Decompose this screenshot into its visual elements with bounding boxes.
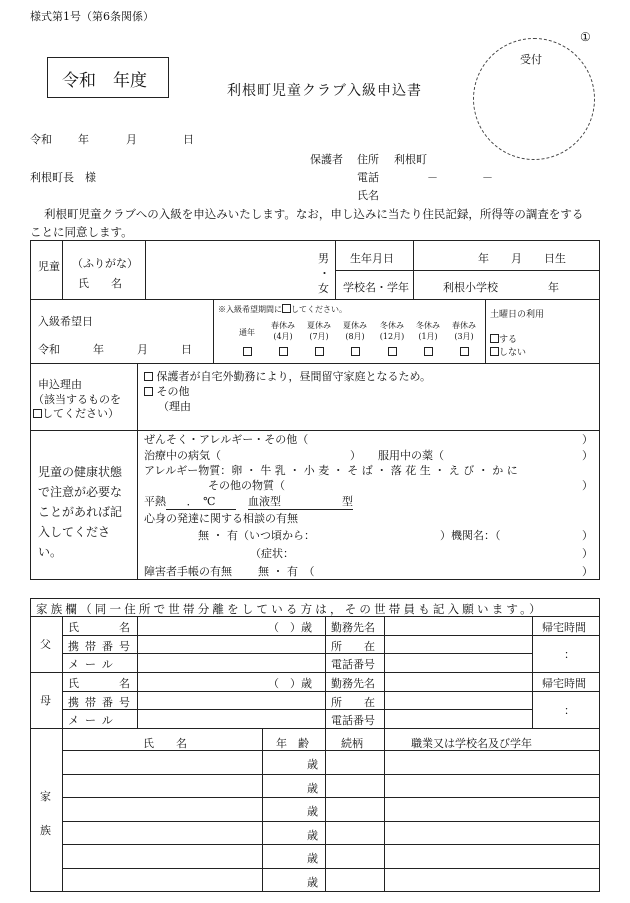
checkmark-box-icon	[282, 304, 291, 313]
reason-option-2[interactable]	[144, 383, 190, 399]
health-asthma: ぜんそく・アレルギー・その他（	[144, 433, 309, 446]
gender-male: 男	[318, 252, 329, 265]
year-box	[47, 57, 169, 98]
guardian-name-label: 氏名	[357, 189, 379, 202]
period-note-pre: ※入級希望期間に	[218, 305, 282, 314]
birth-label: 生年月日	[350, 252, 394, 265]
health-illness: 治療中の病気（	[144, 449, 221, 462]
health-label-line-4: い。	[38, 545, 63, 559]
saturday-yes-label: する	[499, 335, 518, 345]
health-medicine-close: ）	[582, 449, 593, 462]
period-col-label-1	[265, 320, 301, 342]
period-checkbox-1[interactable]	[279, 347, 288, 356]
period-col-line1-5: 冬休み	[416, 321, 440, 330]
health-asthma-close: ）	[582, 433, 593, 446]
col-age-header: 年 齢	[276, 737, 309, 750]
guardian-phone-dash: － －	[427, 171, 493, 184]
reason-option-2-label: その他	[156, 385, 190, 398]
member-age-unit-5: 歳	[307, 876, 318, 889]
period-col-line2-4: (12月)	[379, 332, 405, 341]
health-temp	[144, 493, 236, 510]
intro-line-2: ことに同意します。	[30, 225, 133, 239]
period-col-line2-3: (8月)	[345, 332, 365, 341]
guardian-phone-label: 電話	[357, 171, 379, 184]
health-allergy-other: その他の物質（	[208, 479, 285, 492]
parent-return-colon-father: ：	[564, 648, 575, 661]
member-name-field-3[interactable]	[64, 822, 260, 844]
circle-number: ①	[580, 30, 591, 44]
parent-mail-label-mother: メール	[68, 714, 119, 728]
period-checkbox-5[interactable]	[424, 347, 433, 356]
health-temp-label: 平熱	[144, 495, 166, 508]
health-blood-field[interactable]	[248, 493, 353, 510]
period-col-line2-2: (7月)	[309, 332, 329, 341]
period-col-label-5	[410, 320, 446, 342]
grade-label: 年	[548, 281, 559, 294]
member-name-field-4[interactable]	[64, 845, 260, 867]
page-title: 利根町児童クラブ入級申込書	[227, 83, 422, 99]
child-name-label: 氏 名	[78, 277, 122, 290]
health-handbook: 障害者手帳の有無	[144, 565, 232, 578]
health-agency-close: ）	[582, 529, 593, 542]
period-checkbox-0[interactable]	[243, 347, 252, 356]
saturday-yes-checkbox[interactable]	[490, 334, 499, 343]
member-name-field-1[interactable]	[64, 775, 260, 797]
family-members-label-1: 家	[40, 790, 51, 803]
parent-name-label-mother: 氏 名	[68, 677, 136, 690]
member-age-unit-0: 歳	[307, 758, 318, 771]
reception-stamp-area	[473, 38, 595, 160]
family-members-label-2: 族	[40, 824, 51, 837]
period-date: 令和 年 月 日	[38, 343, 192, 356]
health-blood-label: 血液型	[248, 495, 281, 508]
year-box-text: 令和 年度	[62, 71, 147, 91]
form-number: 様式第1号（第6条関係）	[30, 10, 154, 23]
guardian-label: 保護者	[310, 153, 343, 166]
date-day: 日	[183, 133, 194, 146]
parent-return-label-father: 帰宅時間	[542, 621, 586, 634]
parent-label-mother: 母	[40, 694, 51, 707]
period-col-label-4	[374, 320, 410, 342]
parent-mobile-label-mother: 携帯番号	[68, 695, 136, 709]
health-temp-unit[interactable]: ． ℃	[166, 493, 236, 510]
health-label-line-1: で注意が必要な	[38, 485, 123, 499]
intro-line-1: 利根町児童クラブへの入級を申込みいたします。なお，申し込みに当たり住民記録，所得等の調査をする	[44, 207, 584, 221]
period-col-label-3	[337, 320, 373, 342]
stamp-label: 受付	[520, 53, 542, 66]
period-col-line1-4: 冬休み	[380, 321, 404, 330]
period-note-post: してください。	[291, 305, 347, 314]
period-col-line2-1: (4月)	[273, 332, 293, 341]
period-col-label-2	[301, 320, 337, 342]
health-medicine: 服用中の薬（	[378, 449, 444, 462]
reason-option-1-label: 保護者が自宅外勤務により，昼間留守家庭となるため。	[156, 370, 432, 383]
gender-female: 女	[318, 282, 329, 295]
parent-work-label-mother: 勤務先名	[331, 677, 375, 690]
period-checkbox-6[interactable]	[460, 347, 469, 356]
parent-work-addr-label-father: 所 在	[331, 639, 375, 653]
health-handbook-options: 無 ・ 有 （	[258, 565, 315, 578]
member-age-unit-4: 歳	[307, 852, 318, 866]
parent-return-label-mother: 帰宅時間	[542, 677, 586, 690]
saturday-label: 土曜日の利用	[490, 310, 545, 320]
parent-name-field-father[interactable]	[140, 616, 260, 635]
health-illness-close: ）	[350, 449, 361, 462]
reason-instruction-2	[33, 405, 119, 421]
parent-age-father: （ ）歳	[268, 621, 312, 634]
period-col-line1-1: 春休み	[271, 321, 295, 330]
parent-label-father: 父	[40, 638, 51, 651]
health-symptom-close: ）	[582, 547, 593, 560]
parent-work-tel-label-mother: 電話番号	[331, 714, 375, 728]
member-age-unit-2: 歳	[307, 805, 318, 819]
health-allergy-other-close: ）	[582, 479, 593, 492]
reason-instruction-2-text: してください）	[42, 407, 119, 420]
checkmark-box-icon	[33, 409, 42, 418]
date-era: 令和	[30, 133, 52, 146]
health-blood	[248, 493, 353, 510]
parent-name-field-mother[interactable]	[140, 672, 260, 691]
health-label-line-2: ことがあれば記	[38, 505, 123, 519]
child-label: 児童	[38, 260, 60, 273]
school-value: 利根小学校	[443, 281, 498, 294]
addressee: 利根町長 様	[30, 171, 96, 184]
period-col-label-0	[229, 327, 265, 338]
parent-work-label-father: 勤務先名	[331, 621, 375, 634]
col-relation-header: 続柄	[341, 737, 363, 750]
member-name-field-0[interactable]	[64, 751, 260, 773]
parent-work-tel-label-father: 電話番号	[331, 658, 375, 672]
period-note	[218, 304, 347, 315]
col-name-header: 氏 名	[143, 737, 187, 750]
saturday-no-option[interactable]	[490, 345, 526, 358]
col-job-header: 職業又は学校名及び学年	[411, 737, 532, 750]
health-handbook-close: ）	[582, 565, 593, 578]
guardian-address-label: 住所	[357, 153, 379, 166]
health-symptom: （症状：	[250, 547, 294, 560]
health-label-line-3: 入してくださ	[38, 525, 111, 539]
period-label: 入級希望日	[38, 315, 93, 328]
reason-option-1[interactable]	[144, 368, 431, 384]
period-checkbox-4[interactable]	[388, 347, 397, 356]
reason-option-1-checkbox[interactable]	[144, 372, 153, 381]
period-col-line1-0: 通年	[239, 328, 255, 337]
period-checkbox-3[interactable]	[351, 347, 360, 356]
parent-mobile-label-father: 携帯番号	[68, 639, 136, 653]
health-consult-options: 無 ・ 有（いつ頃から：	[198, 529, 315, 542]
school-label: 学校名・学年	[343, 281, 409, 294]
family-header: 家族欄（同一住所で世帯分離をしている方は，その世帯員も記入願います。）	[36, 602, 544, 616]
date-year: 年	[78, 133, 89, 146]
parent-work-addr-label-mother: 所 在	[331, 695, 375, 709]
saturday-no-checkbox[interactable]	[490, 347, 499, 356]
gender-dot: ・	[319, 267, 330, 280]
period-col-line2-5: (1月)	[418, 332, 438, 341]
health-label-line-0: 児童の健康状態	[38, 465, 123, 479]
reason-other-detail[interactable]: （理由	[158, 400, 191, 413]
period-col-line1-2: 夏休み	[307, 321, 331, 330]
parent-mail-label-father: メール	[68, 658, 119, 672]
guardian-address-value: 利根町	[394, 153, 427, 166]
furigana-label: （ふりがな）	[72, 257, 138, 270]
member-age-unit-1: 歳	[307, 781, 318, 795]
date-month: 月	[126, 133, 137, 146]
birth-value: 年 月 日生	[478, 252, 566, 265]
member-age-unit-3: 歳	[307, 828, 318, 842]
reason-instruction-1: （該当するものを	[33, 393, 121, 406]
health-agency: ）機関名：（	[440, 529, 501, 542]
period-col-line1-6: 春休み	[452, 321, 476, 330]
reason-option-2-checkbox[interactable]	[144, 387, 153, 396]
health-blood-unit: 型	[342, 495, 353, 508]
health-label	[38, 462, 122, 562]
period-col-line2-6: (3月)	[454, 332, 474, 341]
reason-label: 申込理由	[38, 378, 82, 391]
parent-name-label-father: 氏 名	[68, 621, 136, 634]
saturday-yes-option[interactable]	[490, 332, 517, 345]
health-allergy: アレルギー物質：卵 ・ 牛 乳 ・ 小 麦 ・ そ ば ・ 落 花 生 ・ え び ・ か に	[144, 464, 518, 477]
table-rule	[30, 672, 600, 673]
period-checkbox-2[interactable]	[315, 347, 324, 356]
period-col-line1-3: 夏休み	[343, 321, 367, 330]
parent-age-mother: （ ）歳	[268, 677, 312, 690]
saturday-no-label: しない	[499, 348, 527, 358]
member-name-field-2[interactable]	[64, 798, 260, 820]
health-consult: 心身の発達に関する相談の有無	[144, 512, 298, 525]
member-name-field-5[interactable]	[64, 869, 260, 891]
period-col-label-6	[446, 320, 482, 342]
parent-return-colon-mother: ：	[564, 704, 575, 717]
